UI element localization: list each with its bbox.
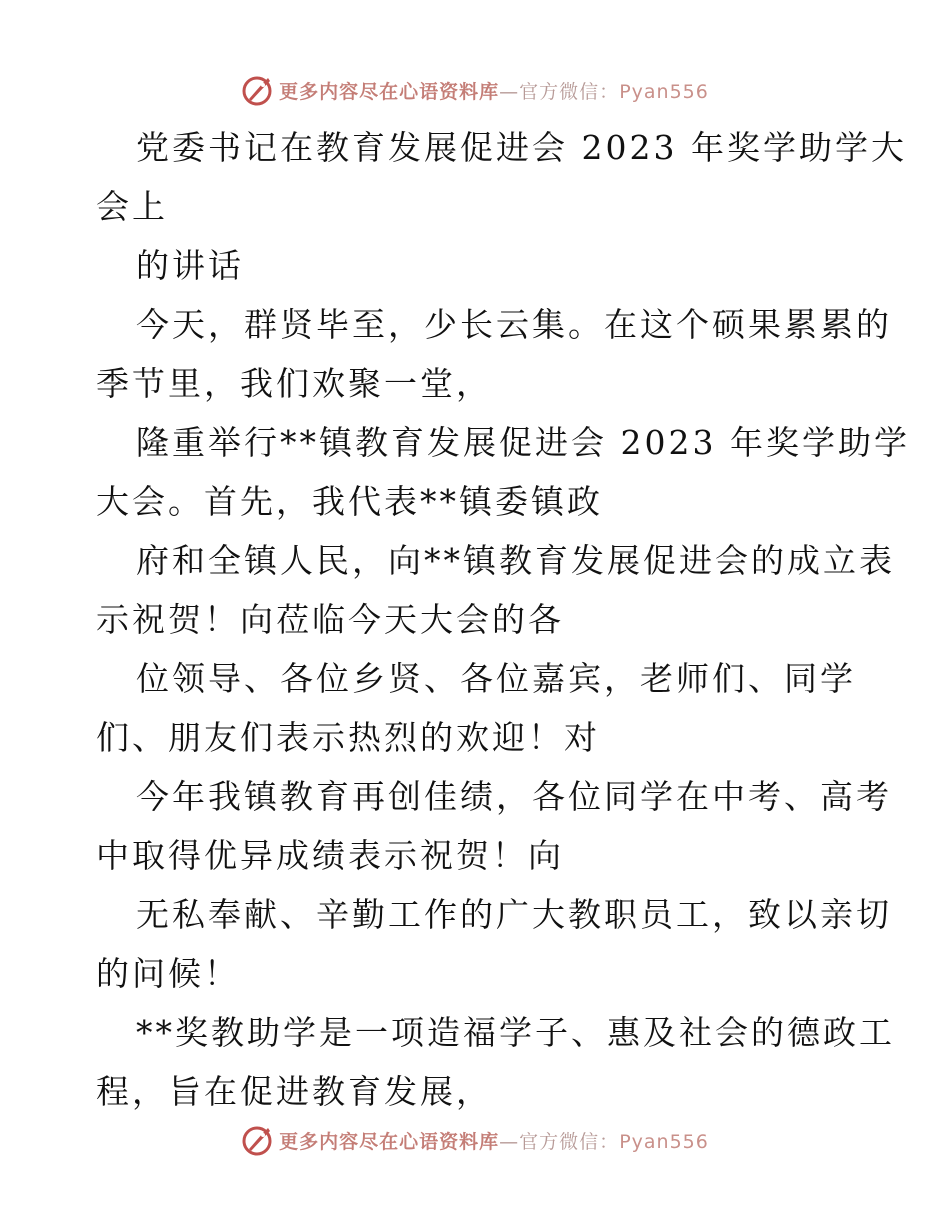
footer-watermark-banner: [0, 1120, 950, 1160]
text-line: **奖教助学是一项造福学子、惠及社会的德政工: [136, 1013, 895, 1052]
header-banner-text: 更多内容尽在心语资料库—官方微信：Pyan556: [279, 80, 709, 103]
header-watermark-banner: [0, 70, 950, 110]
text-line: 隆重举行**镇教育发展促进会 2023 年奖学助学: [136, 423, 910, 462]
text-line: 们、朋友们表示热烈的欢迎！对: [96, 718, 600, 757]
text-line: 程，旨在促进教育发展，: [96, 1072, 492, 1111]
text-line: 季节里，我们欢聚一堂，: [96, 364, 492, 403]
text-line: 党委书记在教育发展促进会 2023 年奖学助学大: [136, 128, 907, 167]
text-line: 位领导、各位乡贤、各位嘉宾，老师们、同学: [136, 659, 856, 698]
text-line: 大会。首先，我代表**镇委镇政: [96, 482, 603, 521]
footer-banner-text: 更多内容尽在心语资料库—官方微信：Pyan556: [279, 1130, 709, 1153]
text-line: 示祝贺！向莅临今天大会的各: [96, 600, 564, 639]
text-line: 中取得优异成绩表示祝贺！向: [96, 836, 564, 875]
text-line: 的问候！: [96, 954, 240, 993]
text-line: 今年我镇教育再创佳绩，各位同学在中考、高考: [136, 777, 892, 816]
text-line: 无私奉献、辛勤工作的广大教职员工，致以亲切: [136, 895, 892, 934]
text-line: 府和全镇人民，向**镇教育发展促进会的成立表: [136, 541, 895, 580]
document-body: [96, 118, 910, 1121]
pen-logo-icon: [241, 73, 275, 107]
pen-logo-icon: [241, 1123, 275, 1157]
text-line: 会上: [96, 187, 168, 226]
text-line: 的讲话: [136, 246, 244, 285]
text-line: 今天，群贤毕至，少长云集。在这个硕果累累的: [136, 305, 892, 344]
